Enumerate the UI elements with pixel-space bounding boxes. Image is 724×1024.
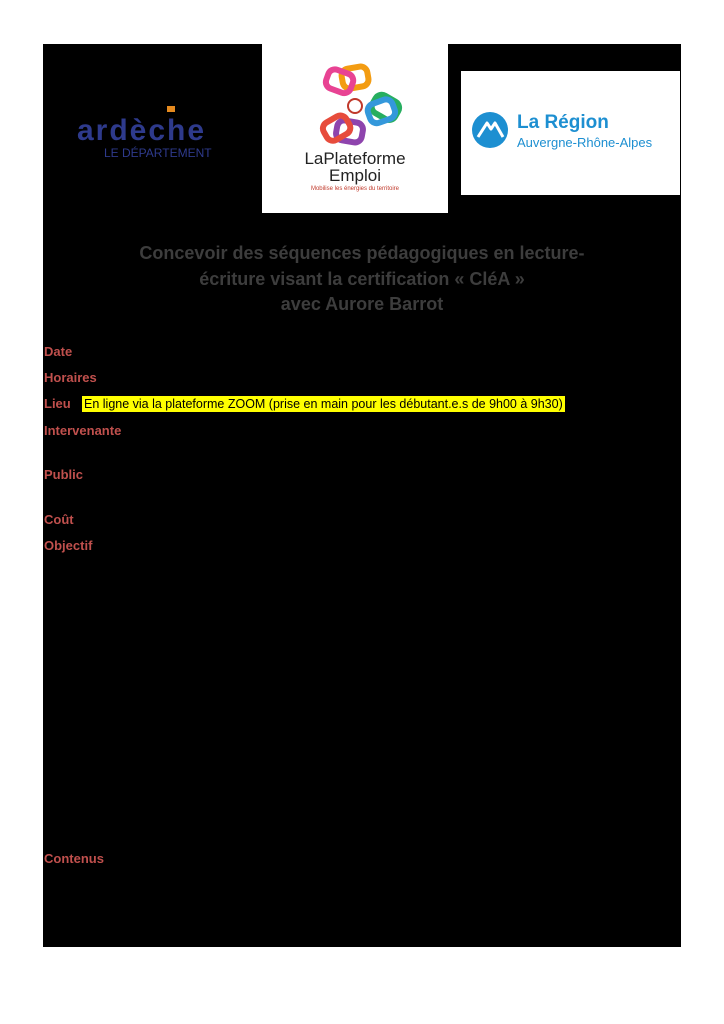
region-line1: La Région: [517, 112, 609, 133]
ardeche-wordmark: ardèche: [77, 114, 207, 147]
region-line2: Auvergne-Rhône-Alpes: [517, 135, 653, 150]
label-date: Date: [44, 344, 73, 359]
plateforme-line1: LaPlateforme: [304, 149, 406, 168]
ardeche-logo-graphic: [67, 96, 251, 176]
title-line-2: écriture visant la certification « CléA »: [199, 269, 525, 289]
label-lieu: Lieu: [44, 396, 71, 411]
ardeche-subtitle: LE DÉPARTEMENT: [104, 146, 212, 160]
title-line-1: Concevoir des séquences pédagogiques en lecture-: [139, 243, 585, 263]
region-logo-graphic: [461, 71, 680, 195]
lieu-value: En ligne via la plateforme ZOOM (prise en main pour les débutant.e.s de 9h00 à 9h30): [84, 397, 563, 411]
label-cout: Coût: [44, 512, 74, 527]
label-intervenante: Intervenante: [44, 423, 122, 438]
ardeche-logo: [67, 96, 251, 176]
label-objectif: Objectif: [44, 538, 93, 553]
label-public: Public: [44, 467, 84, 482]
plateforme-tagline: Mobilise les énergies du territoire: [310, 186, 400, 192]
plateforme-emploi-logo: [262, 44, 448, 213]
plateforme-logo-graphic: [262, 44, 448, 213]
region-aura-logo: [461, 71, 680, 195]
label-contenus: Contenus: [44, 851, 104, 866]
title-line-3: avec Aurore Barrot: [280, 294, 444, 314]
plateforme-line2: Emploi: [329, 166, 381, 185]
label-horaires: Horaires: [44, 370, 97, 385]
